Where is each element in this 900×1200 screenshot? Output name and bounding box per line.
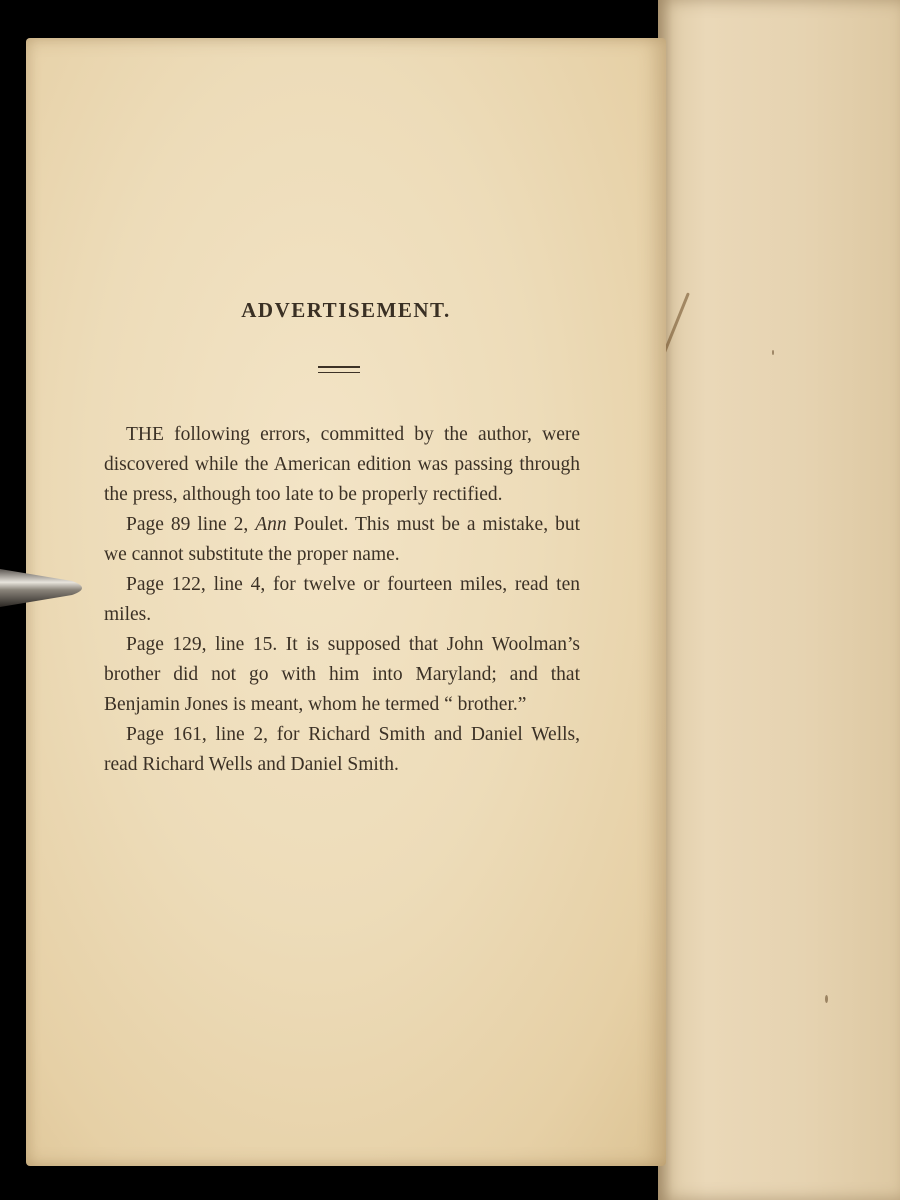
metal-page-marker-icon — [0, 565, 92, 611]
errata-item: Page 89 line 2, Ann Poulet. This must be a mistake, but we cannot substitute the proper name. — [104, 514, 580, 565]
paper-speck — [825, 995, 828, 1003]
errata-item: Page 129, line 15. It is supposed that John Woolman’s brother did not go with him into Maryland; and that Benjamin Jones is meant, whom he termed “ brother.” — [104, 634, 580, 715]
page-title: ADVERTISEMENT. — [241, 298, 451, 322]
title-rule — [318, 366, 360, 373]
errata-intro: THE following errors, committed by the author, were discovered while the American edition was passing through the press, although too late to be properly rectified. — [104, 424, 580, 505]
right-page — [658, 0, 900, 1200]
paper-speck — [772, 350, 774, 355]
errata-item: Page 161, line 2, for Richard Smith and Daniel Wells, read Richard Wells and Daniel Smith. — [104, 724, 580, 775]
errata-item: Page 122, line 4, for twelve or fourteen miles, read ten miles. — [104, 574, 580, 625]
errata-text — [104, 420, 580, 780]
